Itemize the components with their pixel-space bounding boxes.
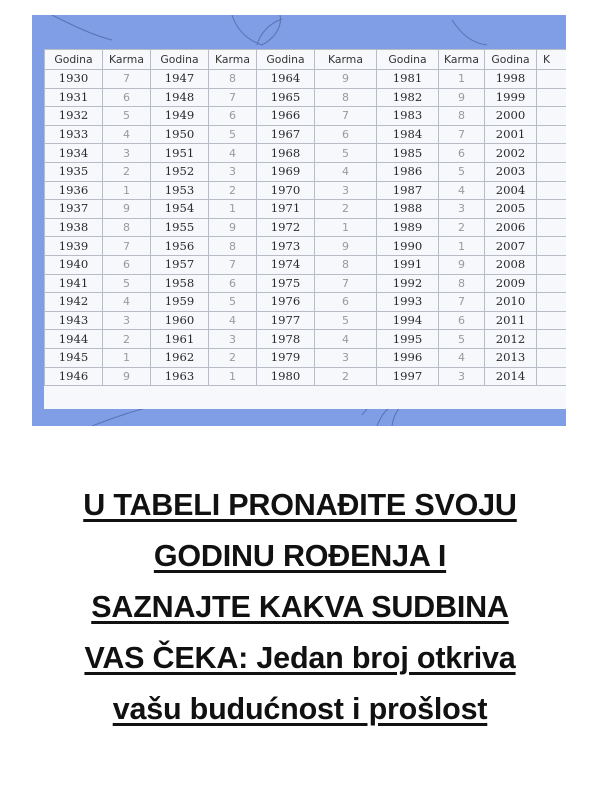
karma-cell-cut	[537, 348, 567, 367]
karma-cell: 2	[209, 348, 257, 367]
year-cell: 2000	[485, 107, 537, 126]
year-cell: 2005	[485, 200, 537, 219]
karma-cell-cut	[537, 330, 567, 349]
year-cell: 2013	[485, 348, 537, 367]
year-cell: 2011	[485, 311, 537, 330]
year-cell: 1997	[377, 367, 439, 386]
year-cell: 1939	[45, 237, 103, 256]
karma-cell-cut	[537, 255, 567, 274]
karma-table-image	[32, 15, 566, 426]
karma-cell: 7	[209, 255, 257, 274]
karma-cell: 3	[103, 311, 151, 330]
year-cell: 1959	[151, 293, 209, 312]
year-cell: 1970	[257, 181, 315, 200]
year-cell: 1953	[151, 181, 209, 200]
karma-cell: 1	[315, 218, 377, 237]
karma-cell: 3	[439, 200, 485, 219]
year-cell: 1954	[151, 200, 209, 219]
karma-cell: 2	[315, 367, 377, 386]
karma-cell: 7	[103, 237, 151, 256]
karma-cell: 5	[439, 330, 485, 349]
karma-cell: 8	[103, 218, 151, 237]
year-cell: 1950	[151, 125, 209, 144]
year-cell: 1990	[377, 237, 439, 256]
year-cell: 1936	[45, 181, 103, 200]
table-row	[45, 367, 567, 386]
year-cell: 2004	[485, 181, 537, 200]
year-cell: 2014	[485, 367, 537, 386]
karma-cell: 9	[315, 237, 377, 256]
year-cell: 1971	[257, 200, 315, 219]
karma-cell: 8	[315, 255, 377, 274]
table-row	[45, 70, 567, 89]
karma-cell: 7	[439, 293, 485, 312]
karma-cell: 8	[439, 107, 485, 126]
karma-cell: 6	[103, 255, 151, 274]
year-cell: 1995	[377, 330, 439, 349]
year-cell: 1955	[151, 218, 209, 237]
header-godina: Godina	[257, 50, 315, 70]
year-cell: 1998	[485, 70, 537, 89]
karma-cell: 2	[315, 200, 377, 219]
year-cell: 1962	[151, 348, 209, 367]
year-cell: 1945	[45, 348, 103, 367]
year-cell: 1988	[377, 200, 439, 219]
year-cell: 1975	[257, 274, 315, 293]
year-cell: 1943	[45, 311, 103, 330]
year-cell: 1958	[151, 274, 209, 293]
year-cell: 2002	[485, 144, 537, 163]
table-row	[45, 348, 567, 367]
year-cell: 1944	[45, 330, 103, 349]
karma-cell-cut	[537, 367, 567, 386]
year-cell: 1976	[257, 293, 315, 312]
karma-cell: 7	[103, 70, 151, 89]
karma-cell: 4	[315, 162, 377, 181]
karma-cell: 9	[209, 218, 257, 237]
year-cell: 1930	[45, 70, 103, 89]
table-row	[45, 311, 567, 330]
karma-cell: 5	[103, 274, 151, 293]
karma-cell: 4	[209, 144, 257, 163]
year-cell: 1963	[151, 367, 209, 386]
headline-line: VAS ČEKA: Jedan broj otkriva	[84, 641, 516, 675]
year-cell: 1968	[257, 144, 315, 163]
karma-cell: 9	[315, 70, 377, 89]
year-cell: 1934	[45, 144, 103, 163]
header-godina: Godina	[485, 50, 537, 70]
karma-cell: 5	[209, 293, 257, 312]
karma-cell: 7	[315, 274, 377, 293]
karma-cell: 4	[209, 311, 257, 330]
karma-cell: 8	[315, 88, 377, 107]
year-cell: 1991	[377, 255, 439, 274]
year-cell: 1942	[45, 293, 103, 312]
karma-cell: 2	[209, 181, 257, 200]
year-cell: 2003	[485, 162, 537, 181]
year-cell: 1946	[45, 367, 103, 386]
year-cell: 1996	[377, 348, 439, 367]
table-row	[45, 144, 567, 163]
karma-cell: 3	[209, 330, 257, 349]
year-cell: 1949	[151, 107, 209, 126]
header-karma-cut: K	[537, 50, 567, 70]
table-row	[45, 274, 567, 293]
karma-cell: 3	[209, 162, 257, 181]
year-cell: 2006	[485, 218, 537, 237]
table-row	[45, 330, 567, 349]
table-header-row	[45, 50, 567, 70]
karma-cell: 6	[209, 107, 257, 126]
karma-cell: 4	[103, 293, 151, 312]
year-cell: 2010	[485, 293, 537, 312]
table-row	[45, 181, 567, 200]
year-cell: 1985	[377, 144, 439, 163]
karma-cell: 1	[103, 348, 151, 367]
header-karma: Karma	[315, 50, 377, 70]
karma-cell: 3	[315, 181, 377, 200]
year-cell: 1938	[45, 218, 103, 237]
karma-table-sheet	[44, 49, 566, 409]
karma-cell: 5	[315, 144, 377, 163]
karma-cell: 9	[439, 255, 485, 274]
karma-cell-cut	[537, 218, 567, 237]
headline-line: SAZNAJTE KAKVA SUDBINA	[91, 590, 509, 624]
table-row	[45, 200, 567, 219]
year-cell: 2008	[485, 255, 537, 274]
year-cell: 1999	[485, 88, 537, 107]
karma-cell: 3	[315, 348, 377, 367]
year-cell: 1979	[257, 348, 315, 367]
karma-cell-cut	[537, 70, 567, 89]
year-cell: 1989	[377, 218, 439, 237]
table-row	[45, 255, 567, 274]
karma-cell: 1	[439, 70, 485, 89]
karma-cell: 1	[209, 367, 257, 386]
year-cell: 1986	[377, 162, 439, 181]
year-cell: 1981	[377, 70, 439, 89]
karma-cell: 2	[103, 330, 151, 349]
year-cell: 1940	[45, 255, 103, 274]
karma-cell-cut	[537, 274, 567, 293]
year-cell: 1972	[257, 218, 315, 237]
karma-cell: 7	[209, 88, 257, 107]
year-cell: 1993	[377, 293, 439, 312]
karma-cell: 2	[103, 162, 151, 181]
karma-cell: 6	[439, 144, 485, 163]
karma-cell-cut	[537, 107, 567, 126]
karma-cell: 8	[439, 274, 485, 293]
year-cell: 1967	[257, 125, 315, 144]
article-headline[interactable]	[0, 480, 600, 735]
year-cell: 1941	[45, 274, 103, 293]
karma-cell: 9	[103, 367, 151, 386]
headline-line: vašu budućnost i prošlost	[112, 692, 488, 726]
year-cell: 1960	[151, 311, 209, 330]
year-cell: 1992	[377, 274, 439, 293]
year-cell: 1937	[45, 200, 103, 219]
karma-cell-cut	[537, 200, 567, 219]
karma-cell: 1	[209, 200, 257, 219]
year-cell: 1973	[257, 237, 315, 256]
header-godina: Godina	[151, 50, 209, 70]
karma-cell-cut	[537, 88, 567, 107]
year-cell: 1984	[377, 125, 439, 144]
karma-cell: 6	[209, 274, 257, 293]
karma-cell-cut	[537, 181, 567, 200]
karma-cell-cut	[537, 311, 567, 330]
karma-cell: 5	[439, 162, 485, 181]
headline-line: U TABELI PRONAĐITE SVOJU	[83, 488, 517, 522]
karma-cell: 8	[209, 70, 257, 89]
year-cell: 1931	[45, 88, 103, 107]
karma-cell: 6	[315, 293, 377, 312]
karma-cell: 9	[103, 200, 151, 219]
karma-cell-cut	[537, 237, 567, 256]
year-cell: 1983	[377, 107, 439, 126]
year-cell: 1935	[45, 162, 103, 181]
year-cell: 1947	[151, 70, 209, 89]
year-cell: 1951	[151, 144, 209, 163]
karma-cell: 5	[209, 125, 257, 144]
karma-cell: 7	[439, 125, 485, 144]
year-cell: 2001	[485, 125, 537, 144]
karma-cell: 4	[439, 181, 485, 200]
karma-cell: 6	[439, 311, 485, 330]
year-cell: 1932	[45, 107, 103, 126]
year-cell: 1980	[257, 367, 315, 386]
karma-cell: 5	[315, 311, 377, 330]
year-cell: 1977	[257, 311, 315, 330]
table-row	[45, 293, 567, 312]
year-cell: 2012	[485, 330, 537, 349]
table-row	[45, 125, 567, 144]
table-row	[45, 88, 567, 107]
karma-cell-cut	[537, 125, 567, 144]
year-cell: 1956	[151, 237, 209, 256]
karma-cell: 8	[209, 237, 257, 256]
karma-table	[44, 49, 566, 386]
year-cell: 1969	[257, 162, 315, 181]
year-cell: 1961	[151, 330, 209, 349]
karma-cell: 2	[439, 218, 485, 237]
year-cell: 1957	[151, 255, 209, 274]
year-cell: 1974	[257, 255, 315, 274]
karma-cell: 1	[439, 237, 485, 256]
table-body	[45, 70, 567, 386]
karma-cell: 4	[315, 330, 377, 349]
table-row	[45, 162, 567, 181]
year-cell: 1952	[151, 162, 209, 181]
karma-cell-cut	[537, 144, 567, 163]
karma-cell: 5	[103, 107, 151, 126]
karma-cell: 3	[103, 144, 151, 163]
karma-cell-cut	[537, 293, 567, 312]
year-cell: 1965	[257, 88, 315, 107]
karma-cell: 6	[315, 125, 377, 144]
karma-cell: 1	[103, 181, 151, 200]
header-godina: Godina	[45, 50, 103, 70]
header-godina: Godina	[377, 50, 439, 70]
year-cell: 1994	[377, 311, 439, 330]
year-cell: 1933	[45, 125, 103, 144]
karma-cell: 4	[439, 348, 485, 367]
karma-cell: 3	[439, 367, 485, 386]
headline-line: GODINU ROĐENJA I	[153, 539, 447, 573]
karma-cell: 9	[439, 88, 485, 107]
year-cell: 1978	[257, 330, 315, 349]
header-karma: Karma	[209, 50, 257, 70]
karma-cell: 6	[103, 88, 151, 107]
header-karma: Karma	[103, 50, 151, 70]
table-row	[45, 237, 567, 256]
karma-cell-cut	[537, 162, 567, 181]
table-row	[45, 107, 567, 126]
year-cell: 1966	[257, 107, 315, 126]
year-cell: 2009	[485, 274, 537, 293]
year-cell: 1982	[377, 88, 439, 107]
karma-cell: 7	[315, 107, 377, 126]
year-cell: 1964	[257, 70, 315, 89]
header-karma: Karma	[439, 50, 485, 70]
year-cell: 1948	[151, 88, 209, 107]
table-row	[45, 218, 567, 237]
year-cell: 1987	[377, 181, 439, 200]
year-cell: 2007	[485, 237, 537, 256]
karma-cell: 4	[103, 125, 151, 144]
